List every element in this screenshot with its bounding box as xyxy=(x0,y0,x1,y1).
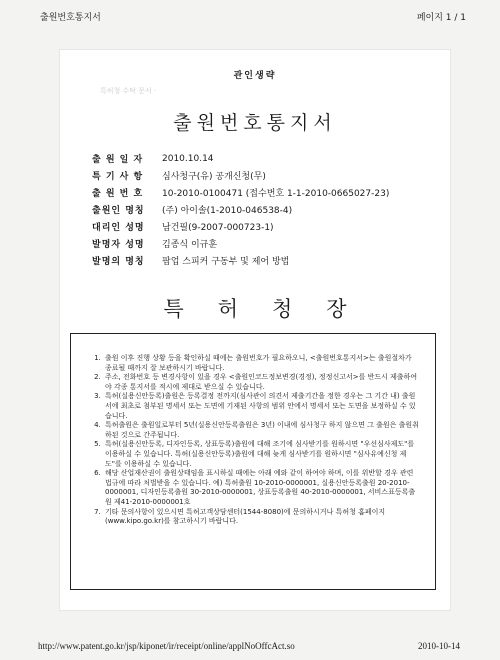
field-row-inventors xyxy=(92,235,432,252)
scanned-document xyxy=(60,50,450,610)
field-value: 2010.10.14 xyxy=(162,153,214,164)
notice-item: 7. 기타 문의사항이 있으시면 특허고객상담센터(1544-8080)에 문의하시거나 특허청 홈페이지(www.kipo.go.kr)를 참고하시기 바랍니다. xyxy=(103,508,419,527)
field-label: 발명자 성명 xyxy=(92,240,145,250)
field-value: 김종식 이규훈 xyxy=(162,240,218,250)
field-value: 남건필(9-2007-000723-1) xyxy=(162,223,274,233)
field-row-remarks xyxy=(92,167,432,184)
notice-item: 5. 특허(실용신안등록, 디자인등록, 상표등록)출원에 대해 조기에 심사받기를 원하시면 "우선심사제도"를 이용하실 수 있습니다. 특허(실용신안등록)출원에 대해 늦게 심사받기를 원하시면 "심사유예신청 제도"를 이용하실 수 있습니다. xyxy=(103,440,419,469)
field-row-invention-title xyxy=(92,252,432,269)
document-title: 출원번호통지서 xyxy=(173,112,337,134)
field-value: 팝업 스피커 구동부 및 제어 방법 xyxy=(162,257,290,267)
seal-omitted-label: 관인생략 xyxy=(233,71,277,81)
field-row-applicant xyxy=(92,201,432,218)
footer-date: 2010-10-14 xyxy=(418,641,460,651)
field-label: 출 원 번 호 xyxy=(92,189,144,199)
field-label: 발명의 명칭 xyxy=(92,257,145,267)
print-header-title: 출원번호통지서 xyxy=(40,13,101,23)
notice-list xyxy=(89,354,419,527)
field-label: 출원인 명칭 xyxy=(92,206,145,216)
notice-item: 4. 특허출원은 출원일로부터 5년(실용신안등록출원은 3년) 이내에 심사청구 하지 않으면 그 출원은 출원취하된 것으로 간주됩니다. xyxy=(103,421,419,440)
field-value: 10-2010-0100471 (접수번호 1-1-2010-0665027-23) xyxy=(162,189,390,199)
field-label: 출 원 일 자 xyxy=(92,155,144,165)
footer-url: http://www.patent.go.kr/jsp/kiponet/ir/receipt/online/applNoOffcAct.so xyxy=(38,641,295,651)
issuer-title: 특허청장 xyxy=(163,297,381,321)
field-value: 심사청구(유) 공개신청(무) xyxy=(162,172,266,182)
field-label: 특 기 사 항 xyxy=(92,172,144,182)
field-row-agent xyxy=(92,218,432,235)
notice-item: 2. 주소, 전화번호 등 변경사항이 있을 경우 <출원인코드정보변경(경정), 정정신고서>를 반드시 제출하여야 각종 통지서를 적시에 제대로 받으실 수 있습니다. xyxy=(103,373,419,392)
application-fields xyxy=(92,150,432,269)
notice-item: 1. 출원 이후 진행 상황 등을 확인하실 때에는 출원번호가 필요하오니, <출원번호통지서>는 출원절차가 종료될 때까지 잘 보관하시기 바랍니다. xyxy=(103,354,419,373)
field-row-application-number xyxy=(92,184,432,201)
notice-item: 6. 해당 산업재산권이 출원상태임을 표시하실 때에는 아래 예와 같이 하여야 하며, 이를 위반할 경우 관련법규에 따라 처벌받을 수 있습니다. 예) 특허출원 10-2010-0000001, 실용신안등록출원 20-2010-0000001, 디자인등록출원 30-2010-0000001, 상표등록출원 40-2010-0000001, 서비스표등록출원 제41-2010-0000001호 xyxy=(103,469,419,507)
field-value: (주) 아이솔(1-2010-046538-4) xyxy=(162,206,293,216)
faint-bleed-text: 특허청 수탁 문서 · xyxy=(100,87,157,95)
notice-box xyxy=(70,333,436,590)
notice-item: 3. 특허(실용신안등록)출원은 등록결정 전까지(심사관이 의견서 제출기간을 정한 경우는 그 기간 내) 출원서에 최초로 첨부된 명세서 또는 도면에 기재된 사항의 범위 안에서 명세서 또는 도면을 보정하실 수 있습니다. xyxy=(103,392,419,421)
field-label: 대리인 성명 xyxy=(92,223,145,233)
page-indicator: 페이지 1 / 1 xyxy=(416,13,466,23)
field-row-filing-date xyxy=(92,150,432,167)
